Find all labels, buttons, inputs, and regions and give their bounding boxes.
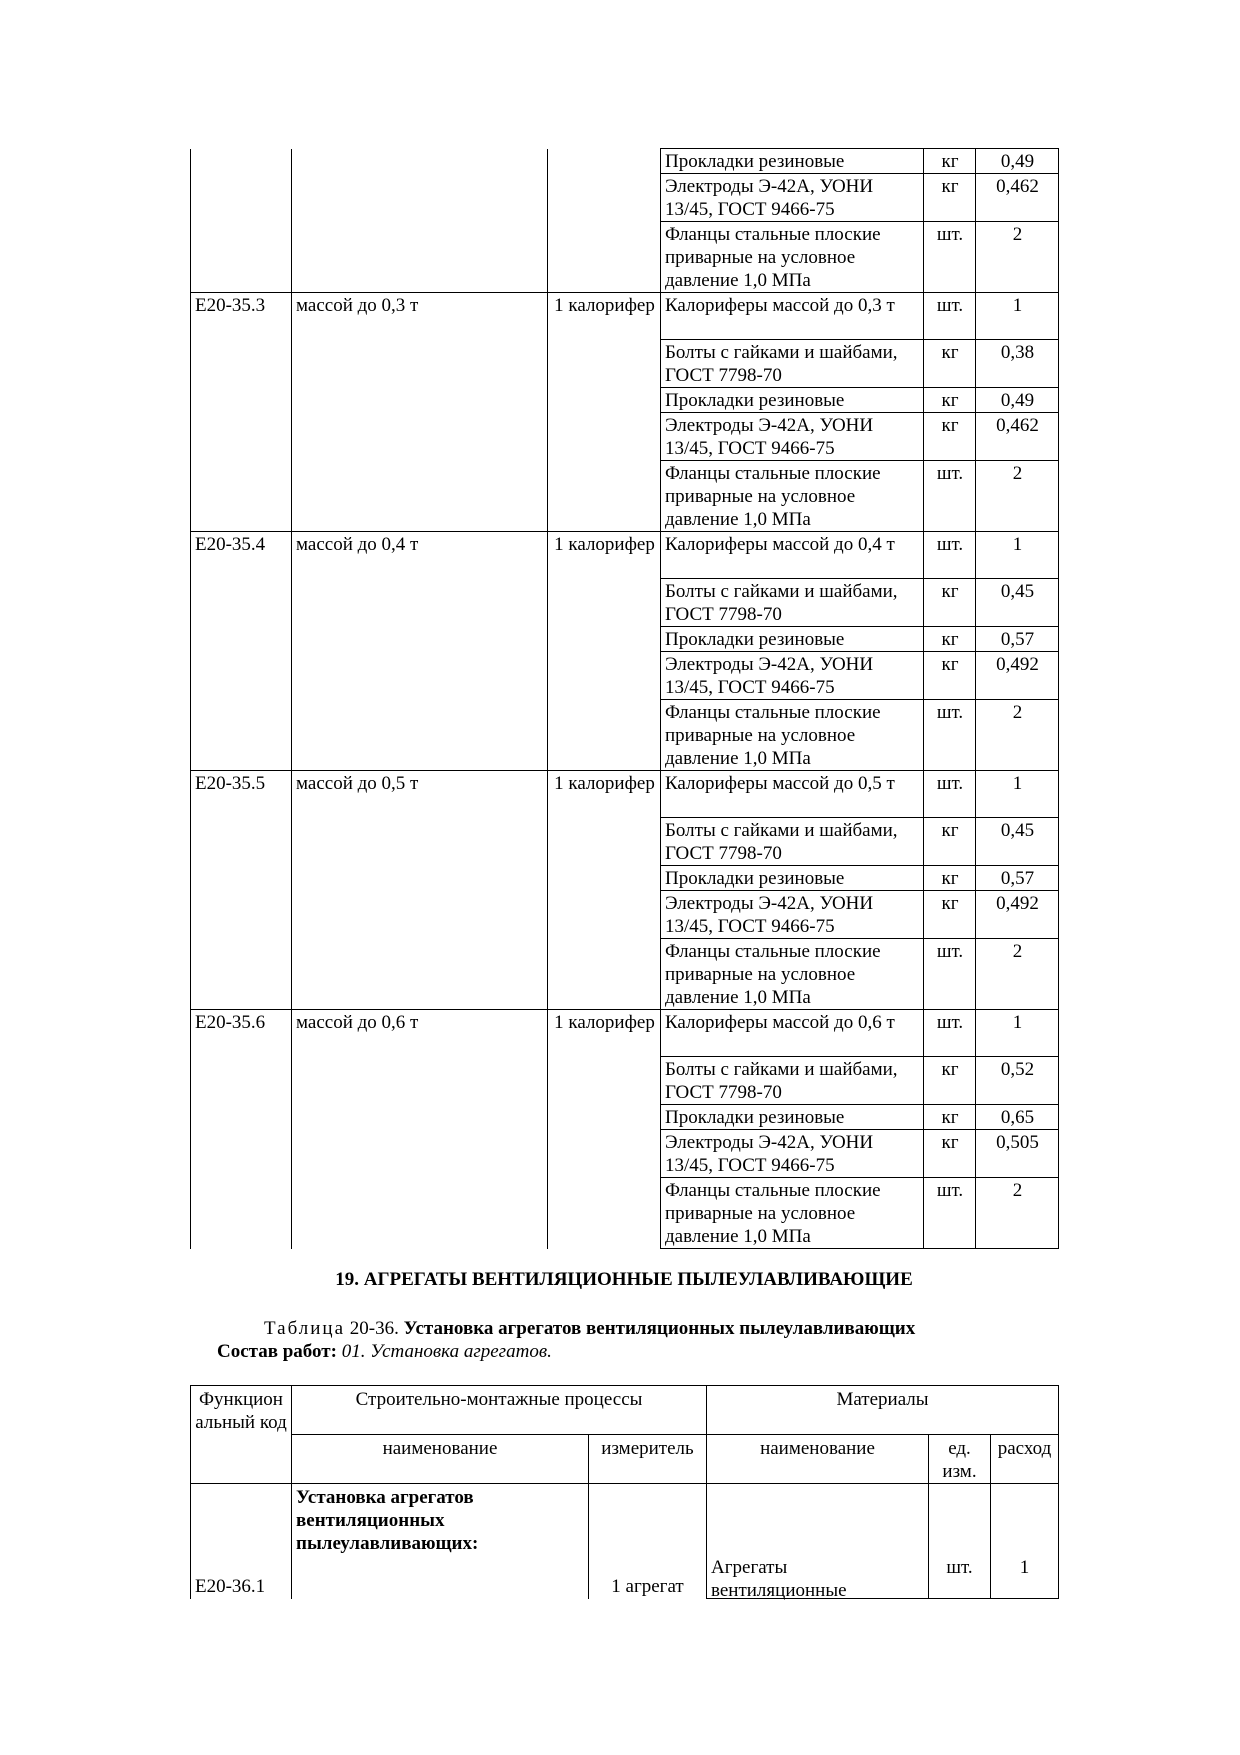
material-name: Электроды Э-42А, УОНИ 13/45, ГОСТ 9466-75 xyxy=(661,891,924,939)
material-qty: 0,505 xyxy=(976,1130,1059,1178)
process-cell-empty xyxy=(292,149,548,293)
header-material-qty: расход xyxy=(991,1435,1059,1484)
row-meter: 1 агрегат xyxy=(611,1576,684,1597)
table-caption-word: Таблица xyxy=(264,1318,346,1339)
material-qty: 0,57 xyxy=(976,627,1059,652)
material-name: Электроды Э-42А, УОНИ 13/45, ГОСТ 9466-75 xyxy=(661,174,924,222)
material-unit: кг xyxy=(924,866,976,891)
material-unit: шт. xyxy=(924,222,976,293)
table-caption-title: Установка агрегатов вентиляционных пылеулавливающих xyxy=(403,1318,916,1339)
material-unit: кг xyxy=(924,413,976,461)
row-process: массой до 0,4 т xyxy=(292,532,548,771)
material-qty: 2 xyxy=(976,222,1059,293)
material-unit: кг xyxy=(924,627,976,652)
table-row xyxy=(191,1484,1059,1599)
material-qty: 1 xyxy=(976,771,1059,818)
material-unit: кг xyxy=(924,174,976,222)
material-qty: 0,45 xyxy=(976,579,1059,627)
row-code: Е20-35.4 xyxy=(191,532,292,771)
row-qty: 1 xyxy=(1019,1557,1030,1578)
material-name: Фланцы стальные плоские приварные на условное давление 1,0 МПа xyxy=(661,461,924,532)
row-code: Е20-36.1 xyxy=(195,1576,266,1597)
header-material-unit: ед. изм. xyxy=(929,1435,991,1484)
material-unit: шт. xyxy=(924,461,976,532)
row-process-text: Установка агрегатов вентиляционных пылеулавливающих: xyxy=(296,1487,479,1554)
material-unit: кг xyxy=(924,891,976,939)
row-unit-cell xyxy=(929,1484,991,1599)
material-name: Электроды Э-42А, УОНИ 13/45, ГОСТ 9466-75 xyxy=(661,1130,924,1178)
material-name: Прокладки резиновые xyxy=(661,866,924,891)
row-meter: 1 калорифер xyxy=(548,771,661,1010)
material-name: Болты с гайками и шайбами, ГОСТ 7798-70 xyxy=(661,340,924,388)
work-composition xyxy=(217,1340,552,1364)
material-unit: кг xyxy=(924,1057,976,1105)
row-code: Е20-35.6 xyxy=(191,1010,292,1249)
table-header-row xyxy=(191,1386,1059,1435)
row-process: массой до 0,3 т xyxy=(292,293,548,532)
material-qty: 1 xyxy=(976,293,1059,340)
material-unit: шт. xyxy=(924,771,976,818)
row-code: Е20-35.5 xyxy=(191,771,292,1010)
table-caption xyxy=(264,1317,915,1341)
material-unit: шт. xyxy=(924,939,976,1010)
table-row xyxy=(191,293,1059,340)
material-qty: 0,49 xyxy=(976,388,1059,413)
material-name: Электроды Э-42А, УОНИ 13/45, ГОСТ 9466-75 xyxy=(661,652,924,700)
material-name: Калориферы массой до 0,4 т xyxy=(661,532,924,579)
material-name: Калориферы массой до 0,6 т xyxy=(661,1010,924,1057)
material-unit: шт. xyxy=(924,293,976,340)
table-caption-number: 20-36. xyxy=(345,1318,399,1339)
materials-table-continuation xyxy=(190,148,1059,1249)
material-unit: кг xyxy=(924,579,976,627)
material-qty: 0,52 xyxy=(976,1057,1059,1105)
material-qty: 2 xyxy=(976,700,1059,771)
aggregates-table xyxy=(190,1385,1059,1599)
material-name: Болты с гайками и шайбами, ГОСТ 7798-70 xyxy=(661,579,924,627)
row-process: массой до 0,5 т xyxy=(292,771,548,1010)
material-unit: шт. xyxy=(924,1010,976,1057)
row-meter-cell xyxy=(589,1484,707,1599)
material-unit: шт. xyxy=(924,700,976,771)
material-qty: 0,492 xyxy=(976,891,1059,939)
row-unit: шт. xyxy=(946,1557,973,1578)
material-name: Прокладки резиновые xyxy=(661,388,924,413)
material-name: Болты с гайками и шайбами, ГОСТ 7798-70 xyxy=(661,818,924,866)
material-name: Болты с гайками и шайбами, ГОСТ 7798-70 xyxy=(661,1057,924,1105)
table-row xyxy=(191,771,1059,818)
material-unit: кг xyxy=(924,818,976,866)
header-processes: Строительно-монтажные процессы xyxy=(292,1386,707,1435)
material-name: Прокладки резиновые xyxy=(661,149,924,174)
material-unit: кг xyxy=(924,340,976,388)
material-name: Калориферы массой до 0,5 т xyxy=(661,771,924,818)
material-qty: 0,57 xyxy=(976,866,1059,891)
row-material: Агрегаты вентиляционные xyxy=(711,1557,847,1601)
material-unit: шт. xyxy=(924,532,976,579)
material-name: Фланцы стальные плоские приварные на условное давление 1,0 МПа xyxy=(661,700,924,771)
table-row xyxy=(191,532,1059,579)
material-name: Прокладки резиновые xyxy=(661,627,924,652)
row-qty-cell xyxy=(991,1484,1059,1599)
material-name: Фланцы стальные плоские приварные на условное давление 1,0 МПа xyxy=(661,222,924,293)
table-subheader-row xyxy=(191,1435,1059,1484)
row-code-cell xyxy=(191,1484,292,1599)
material-qty: 0,492 xyxy=(976,652,1059,700)
row-meter: 1 калорифер xyxy=(548,293,661,532)
material-qty: 2 xyxy=(976,1178,1059,1249)
material-qty: 0,462 xyxy=(976,413,1059,461)
material-unit: кг xyxy=(924,388,976,413)
material-unit: шт. xyxy=(924,1178,976,1249)
material-name: Фланцы стальные плоские приварные на условное давление 1,0 МПа xyxy=(661,1178,924,1249)
code-cell-empty xyxy=(191,149,292,293)
material-qty: 2 xyxy=(976,461,1059,532)
table-row xyxy=(191,149,1059,174)
material-name: Прокладки резиновые xyxy=(661,1105,924,1130)
material-qty: 0,38 xyxy=(976,340,1059,388)
header-material-name: наименование xyxy=(707,1435,929,1484)
header-func-code: Функциональный код xyxy=(191,1386,292,1484)
material-unit: кг xyxy=(924,1105,976,1130)
material-qty: 0,462 xyxy=(976,174,1059,222)
material-qty: 0,49 xyxy=(976,149,1059,174)
material-qty: 0,45 xyxy=(976,818,1059,866)
material-name: Калориферы массой до 0,3 т xyxy=(661,293,924,340)
material-unit: кг xyxy=(924,149,976,174)
row-material-cell xyxy=(707,1484,929,1599)
header-materials: Материалы xyxy=(707,1386,1059,1435)
material-qty: 0,65 xyxy=(976,1105,1059,1130)
meter-cell-empty xyxy=(548,149,661,293)
material-name: Электроды Э-42А, УОНИ 13/45, ГОСТ 9466-75 xyxy=(661,413,924,461)
work-composition-label: Состав работ: xyxy=(217,1341,337,1362)
header-process-name: наименование xyxy=(292,1435,589,1484)
row-meter: 1 калорифер xyxy=(548,1010,661,1249)
material-qty: 2 xyxy=(976,939,1059,1010)
row-meter: 1 калорифер xyxy=(548,532,661,771)
material-name: Фланцы стальные плоские приварные на условное давление 1,0 МПа xyxy=(661,939,924,1010)
material-qty: 1 xyxy=(976,532,1059,579)
material-unit: кг xyxy=(924,1130,976,1178)
table-row xyxy=(191,1010,1059,1057)
row-code: Е20-35.3 xyxy=(191,293,292,532)
material-qty: 1 xyxy=(976,1010,1059,1057)
row-process: массой до 0,6 т xyxy=(292,1010,548,1249)
header-process-meter: измеритель xyxy=(589,1435,707,1484)
section-heading: 19. АГРЕГАТЫ ВЕНТИЛЯЦИОННЫЕ ПЫЛЕУЛАВЛИВАЮЩИЕ xyxy=(335,1269,913,1290)
row-process xyxy=(292,1484,589,1599)
material-unit: кг xyxy=(924,652,976,700)
work-composition-text: 01. Установка агрегатов. xyxy=(341,1341,552,1362)
